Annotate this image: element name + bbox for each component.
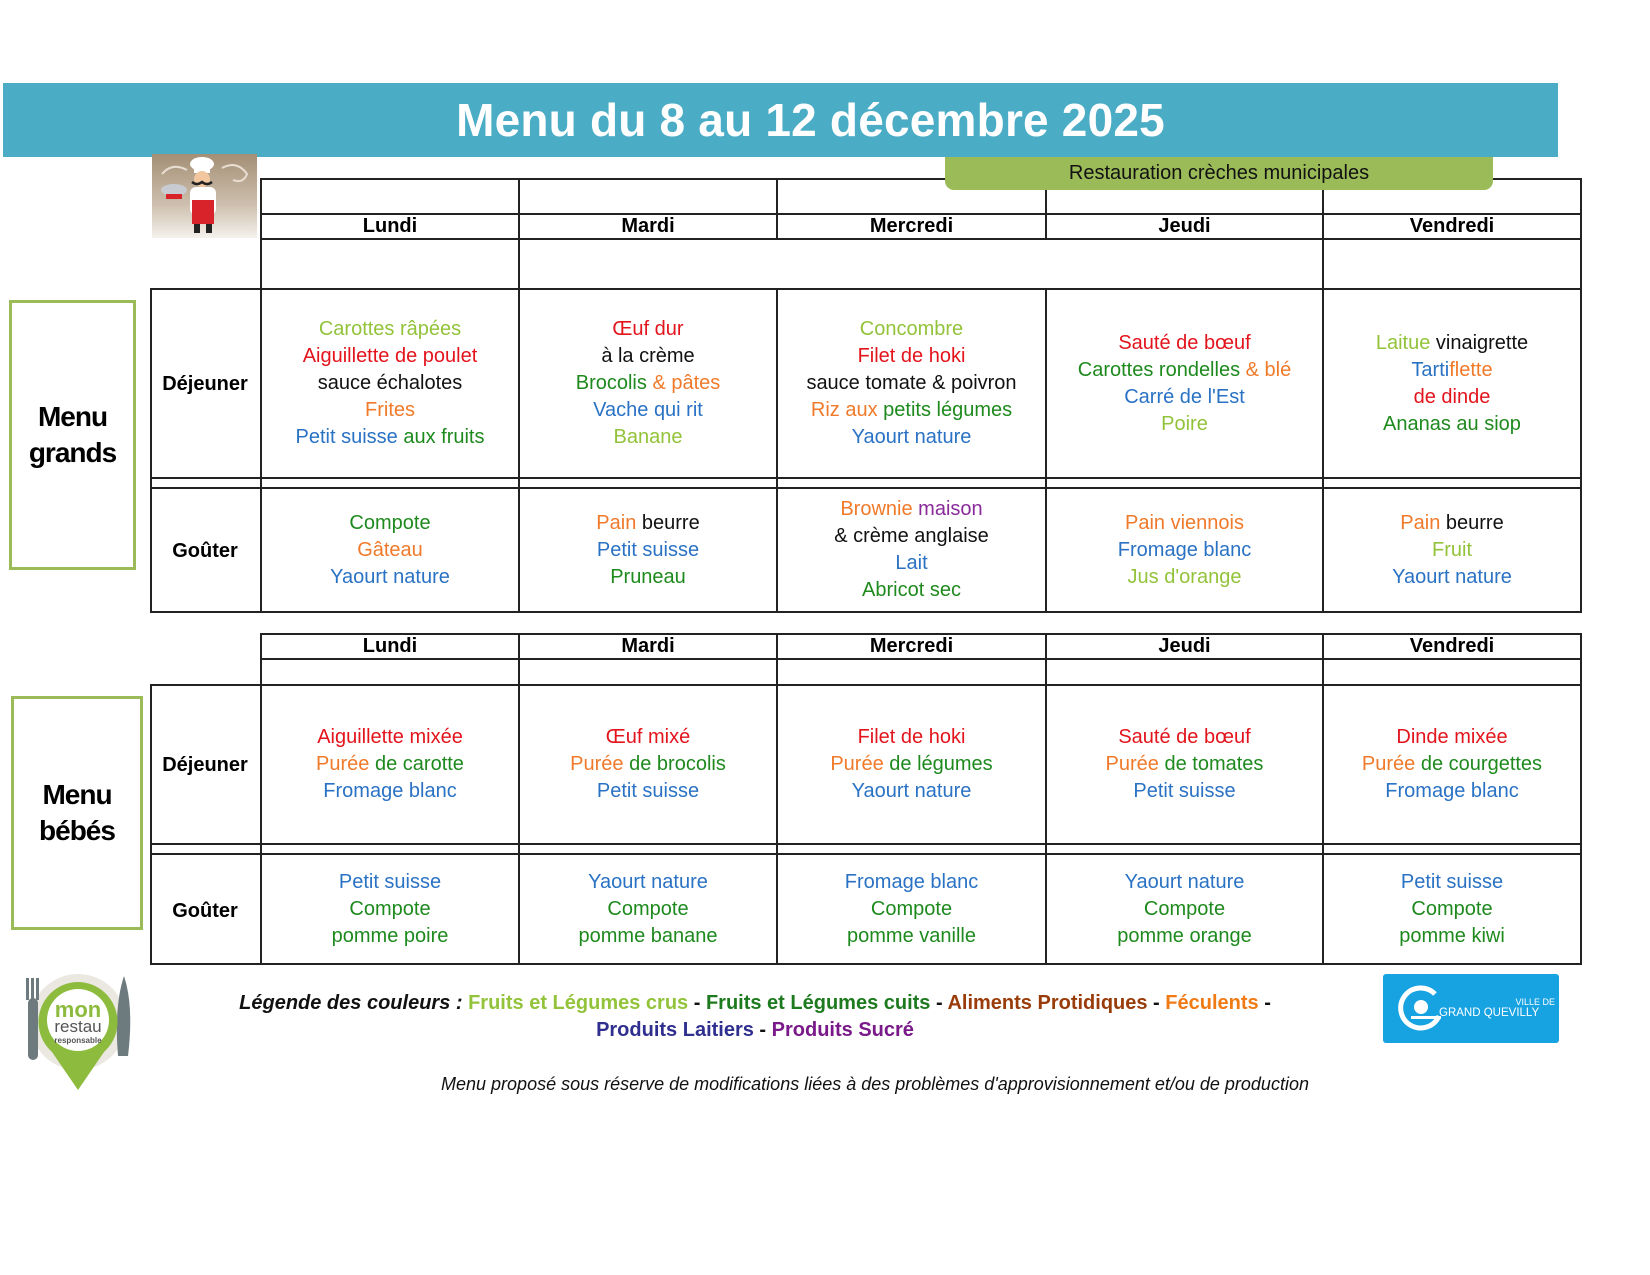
menu-item-text: petits légumes [883,399,1013,421]
page-title: Menu du 8 au 12 décembre 2025 [456,94,1165,146]
menu-item-text: & pâtes [652,372,721,394]
menu-item-text: & blé [1245,358,1292,381]
menu-item [1047,384,1322,411]
day-header-lundi: Lundi [362,215,418,237]
row-label-dejeuner: Déjeuner [162,373,248,395]
menu-item-text: flette [1449,358,1493,381]
menu-item-text: Yaourt nature [851,426,972,448]
menu-item [778,397,1045,424]
menu-item-text: Petit suisse [596,538,700,561]
menu-item-text: Vache qui rit [593,399,703,421]
menu-item [1324,537,1580,564]
menu-bebes-label-box [11,696,143,930]
day-header-vendredi: Vendredi [1409,215,1495,237]
menu-item [1324,564,1580,591]
menu-item-text: Œuf mixé [605,726,691,748]
menu-item-text: Filet de hoki [857,726,966,748]
menu-item-text: Frites [365,399,415,421]
menu-item-text: Pain [596,511,642,534]
menu-item [262,751,518,778]
menu-item-text: pomme orange [1117,924,1252,947]
menu-item-text: pomme banane [578,924,718,947]
menu-item-text: Fromage blanc [323,780,457,802]
grands-dejeuner-cell-mercredi [778,290,1045,477]
menu-item [520,923,776,950]
menu-item-text: sauce tomate & poivron [806,372,1017,394]
menu-bebes-label-line1: Menu [42,779,112,810]
menu-item-text: Compote [349,897,431,920]
menu-item [520,537,776,564]
mon-restau-line1: mon [54,997,102,1022]
menu-item-text: Compote [1143,897,1226,920]
grands-gouter-cell-mardi [520,489,776,611]
menu-item [1047,751,1322,778]
menu-item-text: Sauté de bœuf [1118,726,1251,748]
menu-item [262,510,518,537]
menu-item [1047,778,1322,805]
menu-item [778,523,1045,550]
menu-item [262,923,518,950]
row-label-gouter: Goûter [172,900,238,922]
legend-label: Légende des couleurs : [239,992,463,1014]
menu-item-text: Œuf dur [612,318,684,340]
chef-icon [152,154,257,238]
menu-item [1047,537,1322,564]
bebes-dejeuner-cell-vendredi [1324,686,1580,843]
menu-item-text: Pain viennois [1125,511,1244,534]
menu-item-text: aux fruits [403,426,485,448]
menu-item-text: Compote [870,897,953,920]
menu-item-text: Compote [607,897,689,920]
menu-item [262,424,518,451]
day-header-mardi: Mardi [621,635,675,657]
menu-item-text: Concombre [859,318,964,340]
menu-item [262,896,518,923]
bebes-dejeuner-cell-lundi [262,686,518,843]
menu-item-text: Petit suisse [295,426,404,448]
bebes-gouter-cell-mercredi [778,855,1045,963]
menu-item-text: Yaourt nature [588,870,708,893]
row-label-gouter: Goûter [172,540,238,562]
menu-item-text: Laitue [1375,331,1436,354]
menu-item [778,496,1045,523]
grands-dejeuner-cell-lundi [262,290,518,477]
menu-item [262,869,518,896]
legend-separator: - [930,992,948,1014]
menu-item [778,896,1045,923]
menu-item [1047,510,1322,537]
legend-item-raw: Fruits et Légumes crus [468,992,689,1014]
menu-item-text: Pruneau [610,565,686,588]
menu-item [262,537,518,564]
menu-item [778,316,1045,343]
legend-item-prot: Aliments Protidiques [947,992,1148,1014]
menu-item [262,343,518,370]
menu-item-text: Banane [613,426,683,448]
menu-item-text: Brocolis [575,372,653,394]
legend-separator: - [753,1019,772,1041]
menu-item [1324,869,1580,896]
menu-item-text: Purée [570,753,630,775]
menu-item-text: maison [918,498,983,520]
day-header-jeudi: Jeudi [1158,635,1211,657]
grands-gouter-cell-mercredi [778,489,1045,611]
menu-item [778,869,1045,896]
menu-item-text: beurre [1445,511,1504,534]
menu-item [520,370,776,397]
menu-item [1047,564,1322,591]
menu-item-text: Carottes rondelles [1077,358,1246,381]
menu-item [778,751,1045,778]
menu-item [778,343,1045,370]
legend-item-cooked: Fruits et Légumes cuits [705,992,931,1014]
menu-item [262,564,518,591]
menu-item-text: Poire [1161,412,1208,435]
chef-illustration [152,154,257,238]
subtitle-tab [945,157,1493,190]
menu-item-text: sauce échalotes [317,372,463,394]
menu-item-text: & crème anglaise [834,525,989,547]
day-header-jeudi: Jeudi [1158,215,1211,237]
menu-item-text: Abricot sec [862,579,961,601]
legend-item-fec: Féculents [1165,992,1259,1014]
menu-item-text: pomme vanille [847,924,976,947]
bebes-dejeuner-cell-mercredi [778,686,1045,843]
menu-item [1047,896,1322,923]
menu-item [1324,778,1580,805]
menu-item-text: pomme poire [331,924,449,947]
menu-item-text: vinaigrette [1435,331,1529,354]
day-header-vendredi: Vendredi [1409,635,1495,657]
mon-restau-responsable-logo [20,972,135,1097]
menu-item [1324,357,1580,384]
grands-dejeuner-cell-vendredi [1324,290,1580,477]
menu-item-text: de légumes [889,753,993,775]
menu-item-text: Yaourt nature [1392,565,1512,588]
menu-item [520,316,776,343]
menu-item-text: Purée [830,753,890,775]
menu-item-text: Petit suisse [596,780,700,802]
menu-item-text: Brownie [840,498,919,520]
menu-item-text: Fromage blanc [844,870,979,893]
menu-item [520,510,776,537]
bebes-dejeuner-cell-jeudi [1047,686,1322,843]
menu-item [1047,330,1322,357]
menu-grands-label-box [9,300,136,570]
ville-grand-quevilly-logo [1383,974,1559,1043]
menu-grands-label-line2: grands [28,437,117,468]
menu-item-text: Petit suisse [1133,780,1236,802]
menu-item-text: Petit suisse [1400,870,1504,893]
menu-item-text: Compote [1411,897,1493,920]
bebes-gouter-cell-lundi [262,855,518,963]
day-header-mercredi: Mercredi [869,635,954,657]
menu-item-text: Sauté de bœuf [1118,331,1251,354]
subtitle: Restauration crèches municipales [1068,162,1370,184]
menu-item [778,424,1045,451]
menu-item [520,896,776,923]
day-header-mercredi: Mercredi [869,215,954,237]
menu-item-text: Fromage blanc [1117,538,1252,561]
menu-item-text: Aiguillette de poulet [302,345,478,367]
legend-item-sweet: Produits Sucré [771,1019,914,1041]
menu-item [262,778,518,805]
menu-item [1047,923,1322,950]
legend-separator: - [688,992,706,1014]
menu-item [1324,510,1580,537]
title-banner [3,83,1558,157]
menu-item [1324,330,1580,357]
menu-item-text: Aiguillette mixée [317,726,463,748]
grands-dejeuner-cell-mardi [520,290,776,477]
menu-grands-label-line1: Menu [37,401,108,432]
menu-item [778,923,1045,950]
menu-item [520,778,776,805]
menu-item [262,370,518,397]
menu-item [262,397,518,424]
grands-gouter-cell-vendredi [1324,489,1580,611]
bebes-gouter-cell-jeudi [1047,855,1322,963]
menu-item-text: pomme kiwi [1399,924,1505,947]
menu-item [778,724,1045,751]
menu-item [1324,751,1580,778]
menu-item-text: Pain [1400,511,1446,534]
menu-item [520,869,776,896]
menu-item-text: Carré de l'Est [1124,385,1245,408]
menu-item-text: de carotte [374,753,464,775]
menu-item [520,751,776,778]
color-legend [180,990,1330,1044]
menu-item-text: Compote [349,511,431,534]
menu-item-text: Jus d'orange [1127,565,1242,588]
menu-item [778,550,1045,577]
mon-restau-line3: responsable [54,1036,102,1045]
disclaimer-note: Menu proposé sous réserve de modifications liées à des problèmes d'approvisionnement et/ou de production [441,1074,1309,1094]
menu-item [262,316,518,343]
menu-item-text: Yaourt nature [1124,870,1245,893]
menu-item [1324,923,1580,950]
menu-item [520,564,776,591]
day-header-mardi: Mardi [621,215,675,237]
menu-item [1047,869,1322,896]
menu-item [1324,411,1580,438]
gq-line2: GRAND QUEVILLY [1439,1007,1540,1019]
menu-item [1047,411,1322,438]
menu-item [778,577,1045,604]
menu-item-text: Fruit [1432,538,1472,561]
menu-item [520,424,776,451]
grands-gouter-cell-lundi [262,489,518,611]
legend-item-dairy: Produits Laitiers [596,1019,754,1041]
menu-item [520,397,776,424]
menu-item-text: de courgettes [1420,753,1543,775]
menu-item-text: de brocolis [629,753,726,775]
menu-item-text: de tomates [1164,753,1264,775]
menu-item-text: Fromage blanc [1385,780,1519,802]
menu-item-text: Yaourt nature [851,780,972,802]
menu-item-text: Ananas au siop [1383,412,1521,435]
menu-item [520,343,776,370]
menu-item-text: Carottes râpées [318,318,462,340]
menu-item-text: beurre [641,511,700,534]
legend-separator: - [1147,992,1166,1014]
gq-line1: VILLE DE [1515,997,1555,1007]
menu-item-text: Lait [895,552,928,574]
menu-item-text: de dinde [1413,385,1491,408]
menu-item-text: Purée [1105,753,1165,775]
menu-item [1047,357,1322,384]
bebes-gouter-cell-vendredi [1324,855,1580,963]
menu-item [778,370,1045,397]
menu-item-text: Filet de hoki [857,345,966,367]
menu-item [1047,724,1322,751]
menu-item [1324,384,1580,411]
menu-item [778,778,1045,805]
menu-item-text: Tarti [1411,358,1450,381]
menu-item-text: Gâteau [357,538,423,561]
menu-item-text: Purée [1361,753,1421,775]
menu-item [520,724,776,751]
bebes-gouter-cell-mardi [520,855,776,963]
menu-item-text: Yaourt nature [330,565,450,588]
bebes-dejeuner-cell-mardi [520,686,776,843]
mon-restau-line2: restau [54,1017,102,1036]
menu-item-text: Petit suisse [338,870,442,893]
grands-dejeuner-cell-jeudi [1047,290,1322,477]
grands-gouter-cell-jeudi [1047,489,1322,611]
menu-item-text: à la crème [601,345,695,367]
menu-item [262,724,518,751]
menu-item [1324,724,1580,751]
menu-bebes-label-line2: bébés [39,815,115,846]
menu-item-text: Purée [316,753,375,775]
legend-separator: - [1258,992,1271,1014]
menu-item-text: Riz aux [810,399,884,421]
menu-item-text: Dinde mixée [1396,726,1508,748]
row-label-dejeuner: Déjeuner [162,754,248,776]
day-header-lundi: Lundi [362,635,418,657]
menu-item [1324,896,1580,923]
